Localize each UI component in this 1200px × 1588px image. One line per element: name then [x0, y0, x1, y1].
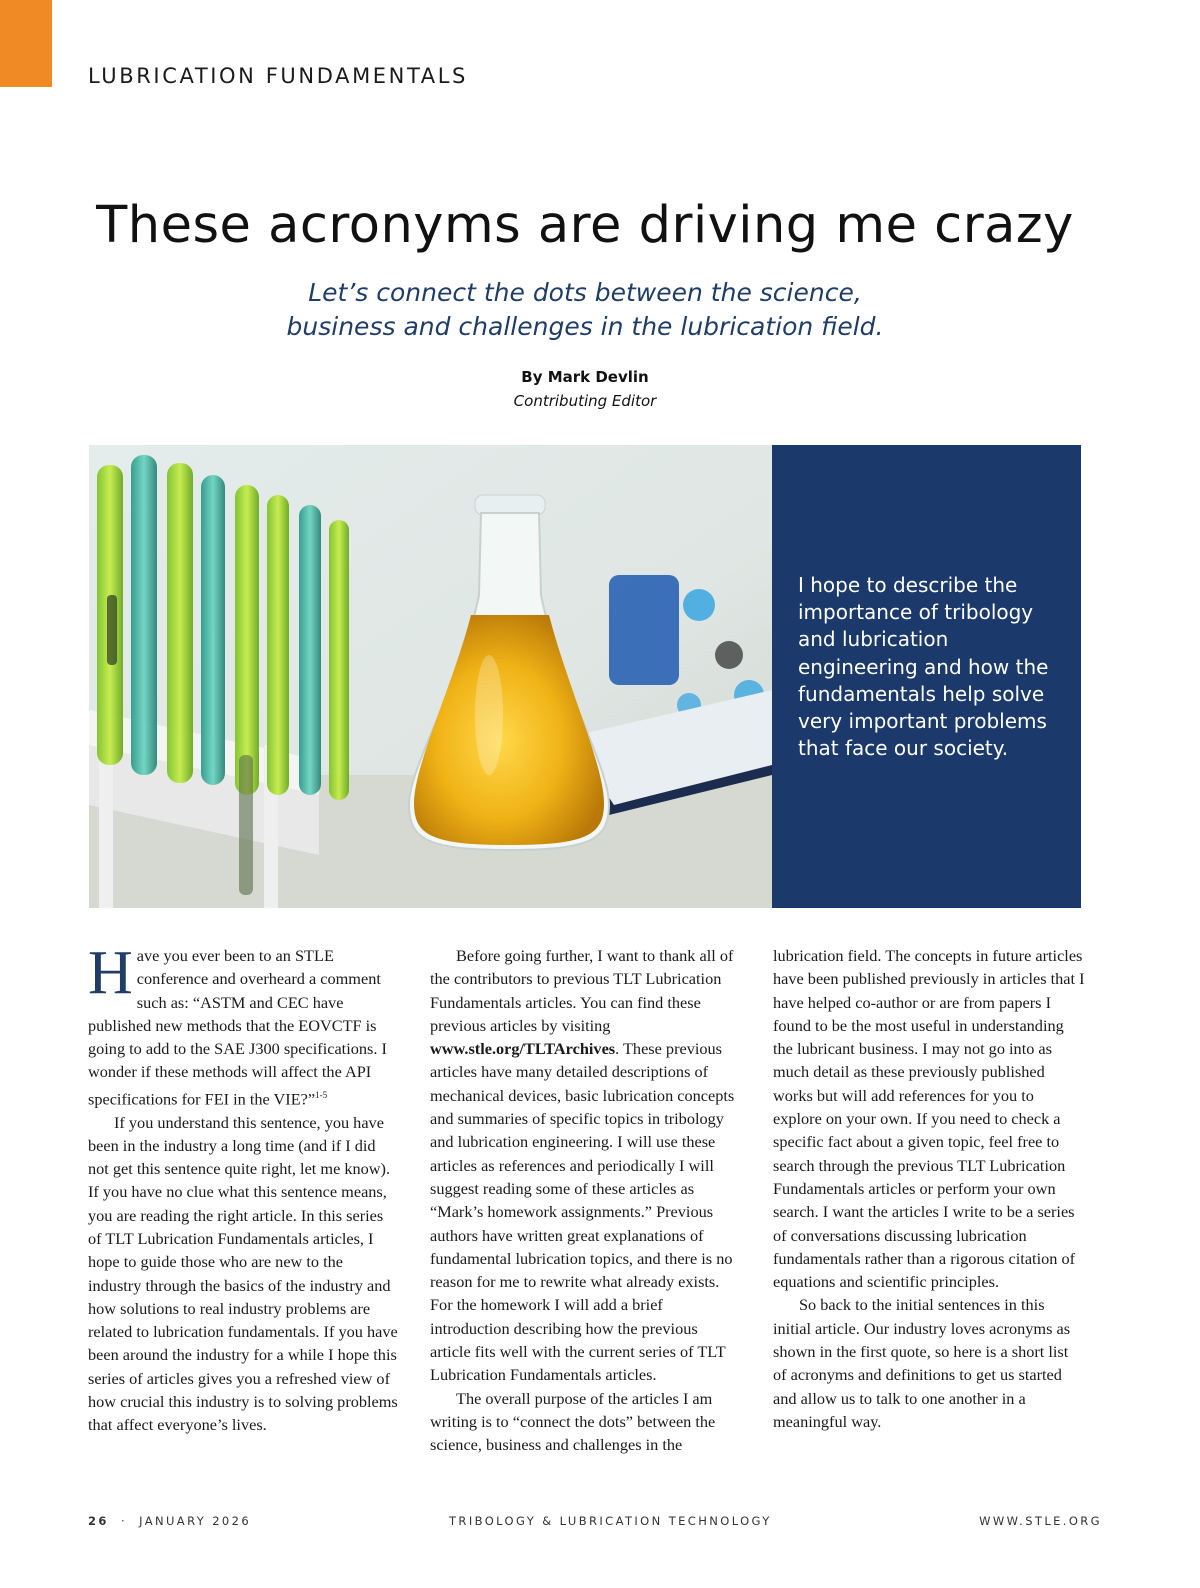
author-role: Contributing Editor: [513, 392, 657, 410]
paragraph-4: The overall purpose of the articles I am writing is to “connect the dots” between the science, business and challenges in the: [430, 1388, 716, 1455]
footer-left: [88, 1514, 251, 1528]
section-heading: LUBRICATION FUNDAMENTALS: [88, 64, 468, 88]
pull-quote-box: [772, 445, 1081, 908]
paragraph-4-continued: lubrication field. The concepts in future articles have been published previously in articles that I have helped co-author or are from papers I found to be the most useful in understanding the lubricant business. I may not go into as much detail as these previously published works but will add references for you to explore on your own. If you need to check a specific fact about a given topic, feel free to search through the previous TLT Lubrication Fundamentals articles or perform your own search. I want the articles I write to be a series of conversations discussing lubrication fundamentals rather than a rigorous citation of equations and scientific principles.: [773, 946, 1085, 1292]
lab-glassware-photo: [89, 445, 772, 908]
deck-line-1: Let’s connect the dots between the science,: [308, 278, 862, 307]
website-url[interactable]: WWW.STLE.ORG: [979, 1514, 1102, 1528]
paragraph-5: So back to the initial sentences in this initial article. Our industry loves acronyms as shown in the first quote, so here is a short list of acronyms and definitions to get us started and allow us to talk to one another in a meaningful way.: [773, 1295, 1071, 1431]
paragraph-3: [430, 944, 742, 1387]
intro-paragraph: [88, 939, 400, 1111]
article-deck: [0, 276, 1170, 344]
drop-cap: H: [88, 939, 133, 1007]
body-column-2: [430, 944, 742, 1457]
issue-date: JANUARY 2026: [139, 1514, 252, 1528]
body-column-1: [88, 939, 400, 1437]
citation-superscript: 1-5: [315, 1089, 328, 1100]
article-title: These acronyms are driving me crazy: [96, 196, 1074, 255]
author-byline: By Mark Devlin: [521, 368, 649, 386]
footer-dot: ·: [120, 1514, 127, 1528]
pull-quote-text: I hope to describe the importance of tribology and lubrication engineering and how the fundamentals help solve very important problems that face our society.: [798, 573, 1049, 761]
archives-link[interactable]: www.stle.org/TLTArchives: [430, 1039, 616, 1059]
page-number: 26: [88, 1514, 109, 1528]
deck-line-2: business and challenges in the lubrication field.: [286, 312, 884, 341]
body-column-3: [773, 944, 1085, 1433]
magazine-name: TRIBOLOGY & LUBRICATION TECHNOLOGY: [449, 1514, 772, 1528]
orange-section-tab: [0, 0, 52, 87]
intro-text: ave you ever been to an STLE conference and overheard a comment such as: “ASTM and CEC have published new methods that the EOVCTF is going to add to the SAE J300 specifications. I wonder if these methods will affect the API specifications for FEI in the VIE?”: [88, 946, 387, 1109]
paragraph-2: If you understand this sentence, you have been in the industry a long time (and if I did not get this sentence quite right, let me know). If you have no clue what this sentence means, you are reading the right article. In this series of TLT Lubrication Fundamentals articles, I hope to guide those who are new to the industry through the basics of the industry and how solutions to real industry problems are related to lubrication fundamentals. If you have been around the industry for a while I hope this series of articles gives you a refreshed view of how crucial this industry is to solving problems that affect everyone’s lives.: [88, 1112, 398, 1435]
paragraph-3-post: . These previous articles have many detailed descriptions of mechanical devices, basic lubrication concepts and summaries of specific topics in tribology and lubrication engineering. I will use these articles as references and periodically I will suggest reading some of these articles as “Mark’s homework assignments.” Previous authors have written great explanations of fundamental lubrication topics, and there is no reason for me to rewrite what already exists. For the homework I will add a brief introduction describing how the previous article fits well with the current series of TLT Lubrication Fundamentals articles.: [430, 1039, 735, 1385]
paragraph-3-pre: Before going further, I want to thank all of the contributors to previous TLT Lubrication Fundamentals articles. You can find these previous articles by visiting: [430, 946, 734, 1035]
